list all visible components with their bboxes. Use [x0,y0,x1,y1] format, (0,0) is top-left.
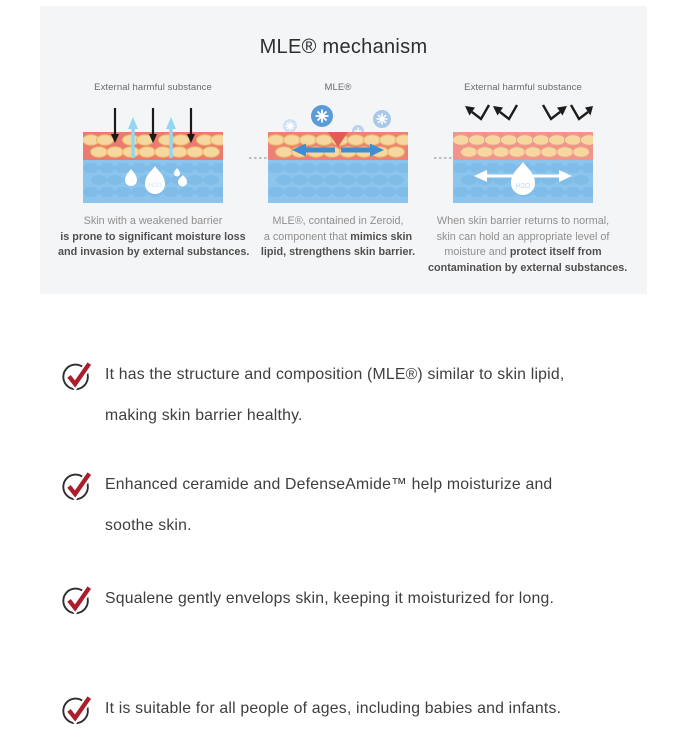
figure-label: External harmful substance [94,82,212,93]
figure-weakened-skin [58,82,248,261]
mechanism-title: MLE® mechanism [259,36,428,58]
figure-caption: MLE®, contained in Zeroid, a component that mimics skin lipid, strengthens skin barrier. [260,215,416,258]
benefit-item [60,692,660,726]
check-icon [60,358,94,392]
check-icon [60,582,94,616]
h2o-label: H2O [148,182,162,189]
benefit-item [60,468,660,538]
skin-cells-blue [268,163,408,197]
benefit-item [60,582,660,616]
benefit-text: It has the structure and composition (MLE®) similar to skin lipid, making skin barrier healthy. [105,366,565,424]
benefit-text: Squalene gently envelops skin, keeping it moisturized for long. [105,590,555,607]
h2o-label: H2O [515,183,531,190]
figure-label: MLE® [324,82,352,93]
skin-diagram-weakened [83,100,223,205]
figure-caption: Skin with a weakened barrier is prone to significant moisture loss and invasion by external substances. [58,215,250,258]
skin-diagram-mle [268,100,408,205]
deflected-arrows [465,105,593,119]
check-icon [60,692,94,726]
benefit-item [60,358,660,428]
figure-mle [243,82,433,261]
figure-normal-skin [428,82,628,276]
figure-label: External harmful substance [464,82,582,93]
benefit-text: Enhanced ceramide and DefenseAmide™ help moisturize and soothe skin. [105,476,553,534]
figure-caption: When skin barrier returns to normal, skin can hold an appropriate level of moisture and protect itself from contamination by external substances. [428,215,628,274]
mechanism-panel [40,6,647,294]
check-icon [60,468,94,502]
benefit-text: It is suitable for all people of ages, including babies and infants. [105,700,562,717]
skin-diagram-normal [453,100,593,205]
